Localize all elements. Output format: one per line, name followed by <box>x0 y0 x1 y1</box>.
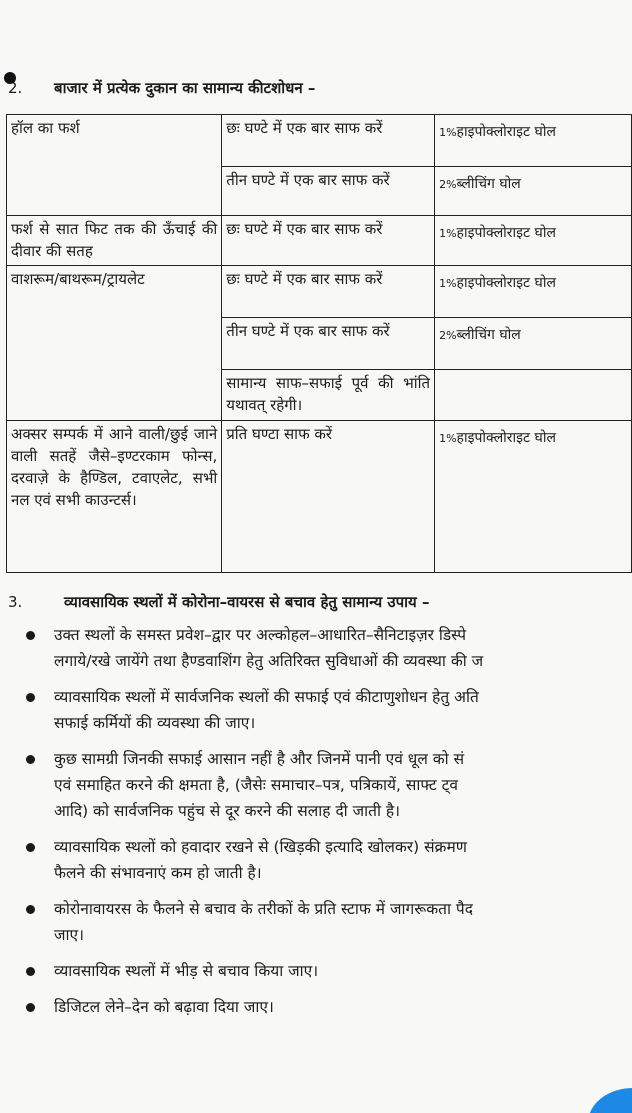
table-row <box>7 216 632 266</box>
list-item-line: जाए। <box>54 926 84 944</box>
list-item <box>24 834 632 886</box>
solution-label: हाइपोक्लोराइट घोल <box>456 275 556 291</box>
list-item-line: आदि) को सार्वजनिक पहुंच से दूर करने की सलाह दी जाती है। <box>54 802 401 820</box>
list-item-line: व्यावसायिक स्थलों को हवादार रखने से (खिड़की इत्यादि खोलकर) संक्रमण <box>54 838 467 856</box>
list-item <box>24 958 632 984</box>
list-item-line: सफाई कर्मियों की व्यवस्था की जाए। <box>54 714 256 732</box>
area-cell: फर्श से सात फिट तक की ऊँचाई की दीवार की सतह <box>7 216 222 266</box>
list-item <box>24 622 632 674</box>
solution-cell <box>435 167 632 216</box>
solution-cell <box>435 216 632 266</box>
section-3-number: 3. <box>8 593 23 611</box>
bullet-icon <box>26 967 35 976</box>
frequency-cell: प्रति घण्टा साफ करें <box>222 421 435 573</box>
solution-cell <box>435 115 632 167</box>
list-item <box>24 684 632 736</box>
bullet-icon <box>26 755 35 764</box>
bullet-icon <box>26 905 35 914</box>
frequency-cell: छः घण्टे में एक बार साफ करें <box>222 115 435 167</box>
area-cell: वाशरूम/बाथरूम/ट्रायलेट <box>7 266 222 421</box>
frequency-cell: तीन घण्टे में एक बार साफ करें <box>222 167 435 216</box>
frequency-cell: सामान्य साफ–सफाई पूर्व की भांति यथावत् रहेगी। <box>222 370 435 421</box>
section-3-title: व्यावसायिक स्थलों में कोरोना–वायरस से बचाव हेतु सामान्य उपाय – <box>64 593 430 611</box>
bullet-icon <box>26 693 35 702</box>
bullet-icon <box>26 843 35 852</box>
floating-action-button[interactable] <box>588 1088 632 1113</box>
list-item-line: एवं समाहित करने की क्षमता है, (जैसेः समाचार–पत्र, पत्रिकायें, साफ्ट ट्व <box>54 776 459 794</box>
percent-label: 2% <box>439 178 457 191</box>
list-item-line: फैलने की संभावनाएं कम हो जाती है। <box>54 864 262 882</box>
solution-cell <box>435 318 632 370</box>
table-row <box>7 115 632 167</box>
list-item-line: कुछ सामग्री जिनकी सफाई आसान नहीं है और जिनमें पानी एवं धूल को सं <box>54 750 465 768</box>
solution-label: हाइपोक्लोराइट घोल <box>456 430 556 446</box>
solution-label: ब्लीचिंग घोल <box>456 327 521 343</box>
section-2-number: 2. <box>8 79 23 97</box>
percent-label: 1% <box>439 227 457 240</box>
frequency-cell: तीन घण्टे में एक बार साफ करें <box>222 318 435 370</box>
list-item <box>24 994 632 1020</box>
list-item-line: लगाये/रखे जायेंगे तथा हैण्डवाशिंग हेतु अतिरिक्त सुविधाओं की व्यवस्था की ज <box>54 652 484 670</box>
measures-list <box>24 622 632 1030</box>
section-2-title: बाजार में प्रत्येक दुकान का सामान्य कीटशोधन – <box>54 79 316 97</box>
percent-label: 1% <box>439 432 457 445</box>
bullet-icon <box>26 631 35 640</box>
area-cell: अक्सर सम्पर्क में आने वाली/छुई जाने वाली सतहें जैसे–इण्टरकाम फोन्स, दरवाज़े के हैण्डिल, टवाएलेट, सभी नल एवं सभी काउन्टर्स। <box>7 421 222 573</box>
list-item <box>24 896 632 948</box>
percent-label: 1% <box>439 277 457 290</box>
percent-label: 1% <box>439 126 457 139</box>
solution-cell <box>435 266 632 318</box>
bullet-icon <box>26 1003 35 1012</box>
list-item <box>24 746 632 824</box>
list-item-line: उक्त स्थलों के समस्त प्रवेश–द्वार पर अल्कोहल–आधारित–सैनिटाइज़र डिस्पे <box>54 626 467 644</box>
solution-cell <box>435 421 632 573</box>
table-row <box>7 266 632 318</box>
list-item-line: डिजिटल लेने–देन को बढ़ावा दिया जाए। <box>54 998 274 1016</box>
disinfection-table <box>6 114 632 573</box>
solution-label: हाइपोक्लोराइट घोल <box>456 225 556 241</box>
list-item-line: कोरोनावायरस के फैलने से बचाव के तरीकों के प्रति स्टाफ में जागरूकता पैद <box>54 900 473 918</box>
table-row <box>7 421 632 573</box>
list-item-line: व्यावसायिक स्थलों में सार्वजनिक स्थलों की सफाई एवं कीटाणुशोधन हेतु अति <box>54 688 479 706</box>
solution-cell <box>435 370 632 421</box>
frequency-cell: छः घण्टे में एक बार साफ करें <box>222 216 435 266</box>
list-item-line: व्यावसायिक स्थलों में भीड़ से बचाव किया जाए। <box>54 962 319 980</box>
solution-label: हाइपोक्लोराइट घोल <box>456 124 556 140</box>
area-cell: हॉल का फर्श <box>7 115 222 216</box>
section-2-heading <box>8 78 315 98</box>
section-3-heading <box>8 592 429 612</box>
solution-label: ब्लीचिंग घोल <box>456 176 521 192</box>
percent-label: 2% <box>439 329 457 342</box>
frequency-cell: छः घण्टे में एक बार साफ करें <box>222 266 435 318</box>
